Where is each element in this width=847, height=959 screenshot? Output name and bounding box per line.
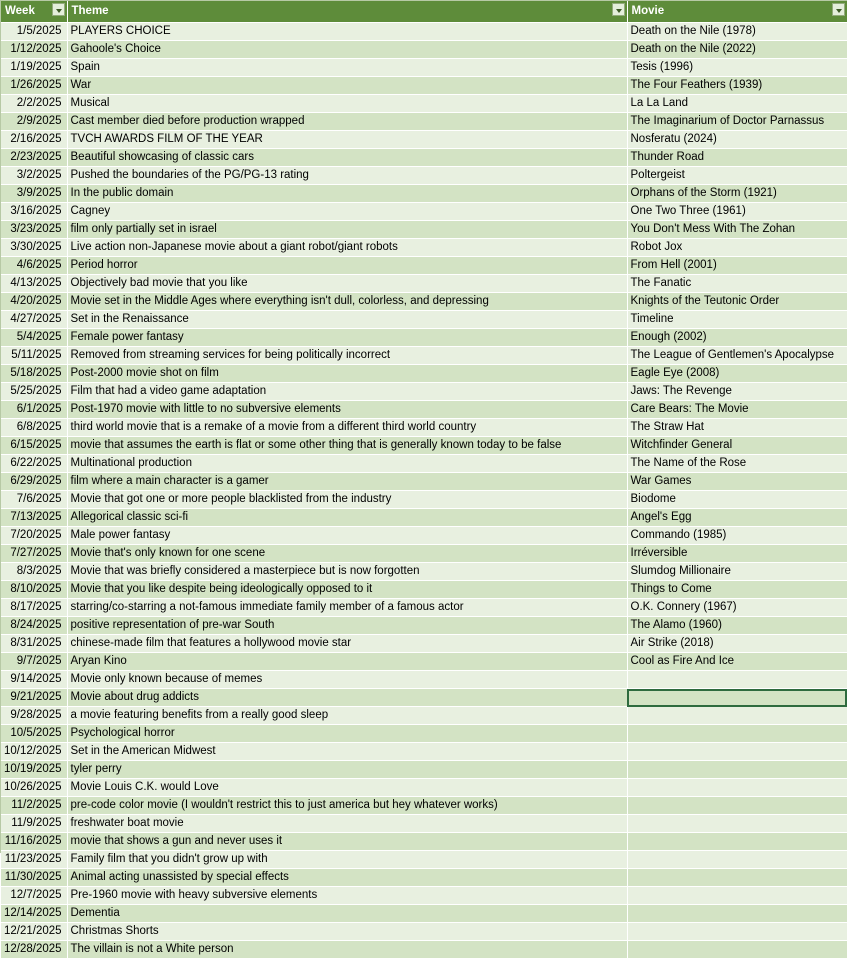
cell-movie[interactable]: Commando (1985) xyxy=(627,527,847,545)
cell-theme[interactable]: Movie that was briefly considered a masterpiece but is now forgotten xyxy=(67,563,627,581)
cell-theme[interactable]: Cast member died before production wrapped xyxy=(67,113,627,131)
table-row[interactable] xyxy=(1,59,847,77)
table-row[interactable] xyxy=(1,383,847,401)
cell-week[interactable]: 1/19/2025 xyxy=(1,59,67,77)
cell-movie[interactable]: Angel's Egg xyxy=(627,509,847,527)
cell-theme[interactable]: film where a main character is a gamer xyxy=(67,473,627,491)
cell-week[interactable]: 8/24/2025 xyxy=(1,617,67,635)
cell-week[interactable]: 7/6/2025 xyxy=(1,491,67,509)
cell-movie[interactable]: The Imaginarium of Doctor Parnassus xyxy=(627,113,847,131)
cell-movie[interactable]: Air Strike (2018) xyxy=(627,635,847,653)
cell-week[interactable]: 10/12/2025 xyxy=(1,743,67,761)
table-row[interactable] xyxy=(1,491,847,509)
cell-movie[interactable]: Nosferatu (2024) xyxy=(627,131,847,149)
cell-movie[interactable]: Robot Jox xyxy=(627,239,847,257)
cell-movie[interactable]: War Games xyxy=(627,473,847,491)
cell-movie[interactable]: The Straw Hat xyxy=(627,419,847,437)
cell-movie[interactable]: One Two Three (1961) xyxy=(627,203,847,221)
table-row[interactable] xyxy=(1,401,847,419)
cell-theme[interactable]: Pushed the boundaries of the PG/PG-13 rating xyxy=(67,167,627,185)
cell-theme[interactable]: Film that had a video game adaptation xyxy=(67,383,627,401)
cell-theme[interactable]: Psychological horror xyxy=(67,725,627,743)
cell-movie[interactable] xyxy=(627,833,847,851)
cell-theme[interactable]: Male power fantasy xyxy=(67,527,627,545)
cell-theme[interactable]: Christmas Shorts xyxy=(67,923,627,941)
cell-week[interactable]: 12/14/2025 xyxy=(1,905,67,923)
cell-week[interactable]: 10/5/2025 xyxy=(1,725,67,743)
cell-week[interactable]: 9/28/2025 xyxy=(1,707,67,725)
cell-theme[interactable]: Female power fantasy xyxy=(67,329,627,347)
cell-theme[interactable]: Multinational production xyxy=(67,455,627,473)
table-row[interactable] xyxy=(1,437,847,455)
table-row[interactable] xyxy=(1,311,847,329)
cell-movie[interactable]: Timeline xyxy=(627,311,847,329)
cell-movie[interactable] xyxy=(627,923,847,941)
column-header-theme-label: Theme xyxy=(71,5,109,17)
cell-movie[interactable]: The Name of the Rose xyxy=(627,455,847,473)
cell-movie[interactable] xyxy=(627,743,847,761)
cell-movie[interactable]: Slumdog Millionaire xyxy=(627,563,847,581)
cell-theme[interactable]: Set in the Renaissance xyxy=(67,311,627,329)
table-row[interactable] xyxy=(1,149,847,167)
cell-theme[interactable]: Musical xyxy=(67,95,627,113)
table-row[interactable] xyxy=(1,599,847,617)
cell-week[interactable]: 8/3/2025 xyxy=(1,563,67,581)
cell-week[interactable]: 9/21/2025 xyxy=(1,689,67,707)
cell-movie[interactable] xyxy=(627,851,847,869)
table-row[interactable] xyxy=(1,275,847,293)
table-row[interactable] xyxy=(1,707,847,725)
table-row[interactable] xyxy=(1,887,847,905)
cell-theme[interactable]: The villain is not a White person xyxy=(67,941,627,959)
cell-week[interactable]: 4/6/2025 xyxy=(1,257,67,275)
cell-week[interactable]: 5/25/2025 xyxy=(1,383,67,401)
table-row[interactable] xyxy=(1,743,847,761)
cell-movie[interactable]: The Alamo (1960) xyxy=(627,617,847,635)
cell-theme[interactable]: Live action non-Japanese movie about a giant robot/giant robots xyxy=(67,239,627,257)
cell-movie[interactable] xyxy=(627,941,847,959)
table-row[interactable] xyxy=(1,779,847,797)
table-row[interactable] xyxy=(1,95,847,113)
cell-movie[interactable] xyxy=(627,797,847,815)
cell-theme[interactable]: PLAYERS CHOICE xyxy=(67,23,627,41)
table-row[interactable] xyxy=(1,941,847,959)
table-row[interactable] xyxy=(1,815,847,833)
cell-movie-selected[interactable] xyxy=(627,689,847,707)
cell-week[interactable]: 7/20/2025 xyxy=(1,527,67,545)
cell-week[interactable]: 3/23/2025 xyxy=(1,221,67,239)
cell-theme[interactable]: War xyxy=(67,77,627,95)
cell-theme[interactable]: Dementia xyxy=(67,905,627,923)
cell-week[interactable]: 12/21/2025 xyxy=(1,923,67,941)
cell-theme[interactable]: Movie Louis C.K. would Love xyxy=(67,779,627,797)
cell-movie[interactable] xyxy=(627,779,847,797)
filter-dropdown-theme-icon[interactable] xyxy=(612,3,625,16)
cell-week[interactable]: 11/2/2025 xyxy=(1,797,67,815)
table-row[interactable] xyxy=(1,797,847,815)
table-row[interactable] xyxy=(1,653,847,671)
cell-theme[interactable]: Post-1970 movie with little to no subversive elements xyxy=(67,401,627,419)
cell-theme[interactable]: movie that assumes the earth is flat or some other thing that is generally known today to be false xyxy=(67,437,627,455)
table-row[interactable] xyxy=(1,527,847,545)
table-row[interactable] xyxy=(1,77,847,95)
cell-theme[interactable]: Gahoole's Choice xyxy=(67,41,627,59)
cell-theme[interactable]: Movie set in the Middle Ages where everything isn't dull, colorless, and depressing xyxy=(67,293,627,311)
table-row[interactable] xyxy=(1,509,847,527)
cell-movie[interactable]: Death on the Nile (2022) xyxy=(627,41,847,59)
cell-week[interactable]: 5/4/2025 xyxy=(1,329,67,347)
cell-movie[interactable] xyxy=(627,887,847,905)
cell-week[interactable]: 1/12/2025 xyxy=(1,41,67,59)
cell-week[interactable]: 11/23/2025 xyxy=(1,851,67,869)
cell-week[interactable]: 8/31/2025 xyxy=(1,635,67,653)
cell-movie[interactable]: Biodome xyxy=(627,491,847,509)
cell-week[interactable]: 11/30/2025 xyxy=(1,869,67,887)
cell-week[interactable]: 3/30/2025 xyxy=(1,239,67,257)
table-row[interactable] xyxy=(1,257,847,275)
cell-movie[interactable] xyxy=(627,671,847,689)
cell-theme[interactable]: Pre-1960 movie with heavy subversive elements xyxy=(67,887,627,905)
cell-movie[interactable] xyxy=(627,905,847,923)
filter-dropdown-movie-icon[interactable] xyxy=(832,3,845,16)
table-row[interactable] xyxy=(1,761,847,779)
cell-movie[interactable]: Enough (2002) xyxy=(627,329,847,347)
cell-movie[interactable]: Death on the Nile (1978) xyxy=(627,23,847,41)
cell-week[interactable]: 4/20/2025 xyxy=(1,293,67,311)
table-row[interactable] xyxy=(1,203,847,221)
cell-week[interactable]: 11/16/2025 xyxy=(1,833,67,851)
header-row xyxy=(1,1,847,23)
cell-movie[interactable]: Irréversible xyxy=(627,545,847,563)
cell-week[interactable]: 2/16/2025 xyxy=(1,131,67,149)
table-row[interactable] xyxy=(1,455,847,473)
column-header-movie-label: Movie xyxy=(631,5,665,17)
table-row[interactable] xyxy=(1,221,847,239)
cell-theme[interactable]: tyler perry xyxy=(67,761,627,779)
table-row[interactable] xyxy=(1,347,847,365)
cell-theme[interactable]: freshwater boat movie xyxy=(67,815,627,833)
cell-theme[interactable]: starring/co-starring a not-famous immediate family member of a famous actor xyxy=(67,599,627,617)
cell-week[interactable]: 3/16/2025 xyxy=(1,203,67,221)
table-row[interactable] xyxy=(1,473,847,491)
cell-movie[interactable]: The League of Gentlemen's Apocalypse xyxy=(627,347,847,365)
cell-week[interactable]: 6/29/2025 xyxy=(1,473,67,491)
table-row[interactable] xyxy=(1,563,847,581)
column-header-week-label: Week xyxy=(5,5,35,17)
cell-theme[interactable]: Movie that you like despite being ideologically opposed to it xyxy=(67,581,627,599)
cell-theme[interactable]: third world movie that is a remake of a movie from a different third world country xyxy=(67,419,627,437)
cell-movie[interactable] xyxy=(627,869,847,887)
table-row[interactable] xyxy=(1,833,847,851)
cell-week[interactable]: 4/13/2025 xyxy=(1,275,67,293)
cell-theme[interactable]: Spain xyxy=(67,59,627,77)
cell-theme[interactable]: In the public domain xyxy=(67,185,627,203)
table-row[interactable] xyxy=(1,419,847,437)
cell-theme[interactable]: Movie only known because of memes xyxy=(67,671,627,689)
cell-theme[interactable]: Family film that you didn't grow up with xyxy=(67,851,627,869)
cell-movie[interactable]: The Fanatic xyxy=(627,275,847,293)
table-body xyxy=(1,23,847,959)
cell-week[interactable]: 3/9/2025 xyxy=(1,185,67,203)
cell-week[interactable]: 5/11/2025 xyxy=(1,347,67,365)
cell-theme[interactable]: chinese-made film that features a hollywood movie star xyxy=(67,635,627,653)
cell-movie[interactable]: La La Land xyxy=(627,95,847,113)
cell-movie[interactable] xyxy=(627,725,847,743)
cell-week[interactable]: 5/18/2025 xyxy=(1,365,67,383)
cell-movie[interactable]: Things to Come xyxy=(627,581,847,599)
cell-week[interactable]: 6/22/2025 xyxy=(1,455,67,473)
cell-movie[interactable]: The Four Feathers (1939) xyxy=(627,77,847,95)
cell-movie[interactable]: Eagle Eye (2008) xyxy=(627,365,847,383)
cell-movie[interactable]: Orphans of the Storm (1921) xyxy=(627,185,847,203)
cell-movie[interactable]: From Hell (2001) xyxy=(627,257,847,275)
table-row[interactable] xyxy=(1,635,847,653)
cell-theme[interactable]: Aryan Kino xyxy=(67,653,627,671)
table-row[interactable] xyxy=(1,185,847,203)
cell-movie[interactable]: Knights of the Teutonic Order xyxy=(627,293,847,311)
cell-movie[interactable]: Tesis (1996) xyxy=(627,59,847,77)
table-row[interactable] xyxy=(1,293,847,311)
table-row[interactable] xyxy=(1,725,847,743)
cell-week[interactable]: 6/1/2025 xyxy=(1,401,67,419)
cell-movie[interactable]: Thunder Road xyxy=(627,149,847,167)
cell-week[interactable]: 1/5/2025 xyxy=(1,23,67,41)
cell-week[interactable]: 4/27/2025 xyxy=(1,311,67,329)
cell-week[interactable]: 9/7/2025 xyxy=(1,653,67,671)
table-row[interactable] xyxy=(1,167,847,185)
cell-theme[interactable]: Cagney xyxy=(67,203,627,221)
cell-movie[interactable]: Jaws: The Revenge xyxy=(627,383,847,401)
cell-movie[interactable] xyxy=(627,815,847,833)
column-header-movie[interactable] xyxy=(627,1,847,23)
table-row[interactable] xyxy=(1,581,847,599)
cell-week[interactable]: 7/13/2025 xyxy=(1,509,67,527)
cell-theme[interactable]: Beautiful showcasing of classic cars xyxy=(67,149,627,167)
cell-theme[interactable]: Animal acting unassisted by special effects xyxy=(67,869,627,887)
table-row[interactable] xyxy=(1,365,847,383)
table-row[interactable] xyxy=(1,689,847,707)
table-row[interactable] xyxy=(1,617,847,635)
cell-week[interactable]: 1/26/2025 xyxy=(1,77,67,95)
column-header-theme[interactable] xyxy=(67,1,627,23)
filter-dropdown-week-icon[interactable] xyxy=(52,3,65,16)
cell-theme[interactable]: movie that shows a gun and never uses it xyxy=(67,833,627,851)
cell-movie[interactable]: You Don't Mess With The Zohan xyxy=(627,221,847,239)
table-row[interactable] xyxy=(1,113,847,131)
table-header xyxy=(1,1,847,23)
cell-theme[interactable]: Movie that got one or more people blacklisted from the industry xyxy=(67,491,627,509)
cell-theme[interactable]: Removed from streaming services for being politically incorrect xyxy=(67,347,627,365)
cell-week[interactable]: 2/9/2025 xyxy=(1,113,67,131)
cell-week[interactable]: 6/8/2025 xyxy=(1,419,67,437)
cell-week[interactable]: 10/19/2025 xyxy=(1,761,67,779)
cell-theme[interactable]: Period horror xyxy=(67,257,627,275)
movie-schedule-table xyxy=(1,1,847,959)
cell-theme[interactable]: a movie featuring benefits from a really good sleep xyxy=(67,707,627,725)
cell-theme[interactable]: Movie that's only known for one scene xyxy=(67,545,627,563)
cell-week[interactable]: 11/9/2025 xyxy=(1,815,67,833)
cell-movie[interactable]: O.K. Connery (1967) xyxy=(627,599,847,617)
table-row[interactable] xyxy=(1,923,847,941)
cell-movie[interactable] xyxy=(627,761,847,779)
cell-week[interactable]: 7/27/2025 xyxy=(1,545,67,563)
table-row[interactable] xyxy=(1,329,847,347)
cell-movie[interactable]: Care Bears: The Movie xyxy=(627,401,847,419)
column-header-week[interactable] xyxy=(1,1,67,23)
cell-theme[interactable]: Post-2000 movie shot on film xyxy=(67,365,627,383)
cell-week[interactable]: 12/28/2025 xyxy=(1,941,67,959)
cell-movie[interactable] xyxy=(627,707,847,725)
table-row[interactable] xyxy=(1,545,847,563)
cell-week[interactable]: 9/14/2025 xyxy=(1,671,67,689)
cell-theme[interactable]: Allegorical classic sci-fi xyxy=(67,509,627,527)
table-row[interactable] xyxy=(1,851,847,869)
cell-week[interactable]: 8/10/2025 xyxy=(1,581,67,599)
cell-week[interactable]: 2/2/2025 xyxy=(1,95,67,113)
cell-theme[interactable]: pre-code color movie (I wouldn't restrict this to just america but hey whatever works) xyxy=(67,797,627,815)
table-row[interactable] xyxy=(1,41,847,59)
cell-week[interactable]: 2/23/2025 xyxy=(1,149,67,167)
cell-week[interactable]: 12/7/2025 xyxy=(1,887,67,905)
table-row[interactable] xyxy=(1,23,847,41)
cell-theme[interactable]: TVCH AWARDS FILM OF THE YEAR xyxy=(67,131,627,149)
cell-theme[interactable]: Objectively bad movie that you like xyxy=(67,275,627,293)
cell-movie[interactable]: Poltergeist xyxy=(627,167,847,185)
cell-theme[interactable]: positive representation of pre-war South xyxy=(67,617,627,635)
cell-theme[interactable]: film only partially set in israel xyxy=(67,221,627,239)
cell-week[interactable]: 3/2/2025 xyxy=(1,167,67,185)
cell-week[interactable]: 10/26/2025 xyxy=(1,779,67,797)
cell-week[interactable]: 6/15/2025 xyxy=(1,437,67,455)
cell-week[interactable]: 8/17/2025 xyxy=(1,599,67,617)
table-row[interactable] xyxy=(1,131,847,149)
cell-movie[interactable]: Cool as Fire And Ice xyxy=(627,653,847,671)
cell-theme[interactable]: Movie about drug addicts xyxy=(67,689,627,707)
table-row[interactable] xyxy=(1,869,847,887)
cell-movie[interactable]: Witchfinder General xyxy=(627,437,847,455)
cell-theme[interactable]: Set in the American Midwest xyxy=(67,743,627,761)
table-row[interactable] xyxy=(1,905,847,923)
table-row[interactable] xyxy=(1,671,847,689)
table-row[interactable] xyxy=(1,239,847,257)
